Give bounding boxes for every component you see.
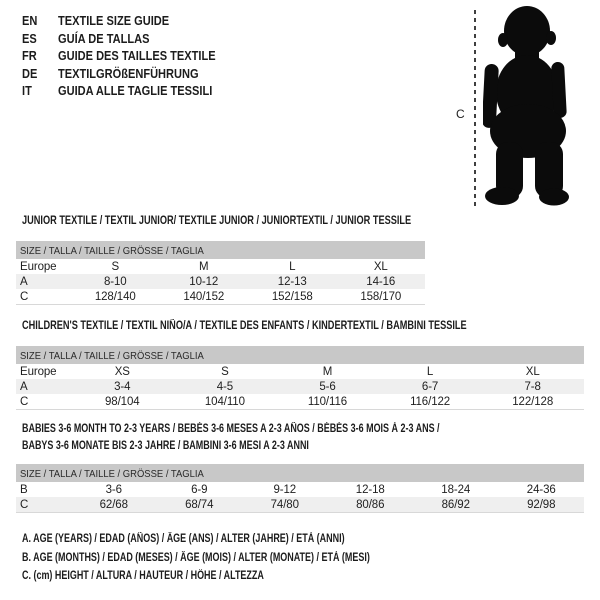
note-height-cm: C. (cm) HEIGHT / ALTURA / HAUTEUR / HÖHE / ALTEZZA [22,570,264,582]
note-age-months: B. AGE (MONTHS) / EDAD (MESES) / ÂGE (MOIS) / ALTER (MONATE) / ETÀ (MESI) [22,551,370,564]
cell: 140/152 [183,290,225,303]
cell: 110/116 [307,395,348,408]
table-row-height [16,497,584,513]
cell: 3-4 [114,380,131,393]
cell: 5-6 [319,380,336,393]
cell: 6-9 [191,483,208,496]
cell: 74/80 [270,498,299,511]
height-dashed-line [474,10,476,206]
cell: 86/92 [441,498,470,511]
children-size-table [16,346,584,410]
cell: 10-12 [189,275,219,288]
cell: 98/104 [105,395,140,408]
cell: 122/128 [512,395,554,408]
language-code: FR [22,48,37,64]
cell: 8-10 [103,275,127,288]
cell: 7-8 [524,380,541,393]
junior-size-table [16,241,425,305]
toddler-silhouette-icon [483,4,575,208]
table-row-europe [16,364,584,379]
cell: 62/68 [99,498,128,511]
language-code: EN [22,13,38,29]
cell: XL [525,365,540,378]
cell: 3-6 [105,483,122,496]
cell: M [199,260,209,273]
language-code: IT [22,83,32,99]
row-label: C [20,290,29,303]
table-row-age [16,274,425,289]
size-header-row [16,346,584,364]
language-title: TEXTILE SIZE GUIDE [58,13,170,29]
cell: L [289,260,296,273]
cell: 128/140 [94,290,136,303]
language-title: GUIDE DES TAILLES TEXTILE [58,48,216,64]
table-row-age [16,379,584,394]
cell: 14-16 [366,275,396,288]
language-title: TEXTILGRÖßENFÜHRUNG [58,65,199,81]
cell: 158/170 [360,290,402,303]
language-row-it [22,82,243,100]
cell: 9-12 [273,483,297,496]
size-header: SIZE / TALLA / TAILLE / GRÖSSE / TAGLIA [20,245,204,257]
language-row-en [22,12,243,30]
table-row-months [16,482,584,497]
cell: XL [373,260,388,273]
size-header-row [16,241,425,259]
cell: 152/158 [271,290,313,303]
cell: S [111,260,120,273]
cell: 12-13 [277,275,307,288]
babies-size-table [16,464,584,513]
row-label: A [20,275,28,288]
size-header-row [16,464,584,482]
cell: M [322,365,333,378]
cell: 12-18 [355,483,385,496]
cell: 4-5 [216,380,234,393]
language-row-es [22,30,243,48]
note-age-years: A. AGE (YEARS) / EDAD (AÑOS) / ÂGE (ANS) / ALTER (JAHRE) / ETÀ (ANNI) [22,533,345,545]
row-label: A [20,380,28,393]
height-measure-label: C [456,107,465,121]
language-title-list [22,12,243,100]
cell: XS [114,365,130,378]
cell: 104/110 [204,395,245,408]
language-code: ES [22,30,37,46]
cell: 18-24 [441,483,471,496]
size-header: SIZE / TALLA / TAILLE / GRÖSSE / TAGLIA [20,350,204,362]
language-row-fr [22,47,243,65]
size-header: SIZE / TALLA / TAILLE / GRÖSSE / TAGLIA [20,468,204,480]
cell: 68/74 [185,498,214,511]
cell: 24-36 [526,483,556,496]
table-row-height [16,289,425,305]
language-row-de [22,65,243,83]
language-title: GUÍA DE TALLAS [58,30,150,46]
cell: 80/86 [356,498,385,511]
cell: 116/122 [410,395,451,408]
row-label: C [20,395,29,408]
babies-table-title: BABIES 3-6 MONTH TO 2-3 YEARS / BEBÉS 3-6 MESES A 2-3 AÑOS / BÉBÉS 3-6 MOIS À 2-3 ANS / BABYS 3-6 MONATE BIS 2-3 JAHRE / BAMBINI 3-6 MESI A 2-3 ANNI [22,423,440,452]
cell: L [426,365,434,378]
children-table-title: CHILDREN'S TEXTILE / TEXTIL NIÑO/A / TEXTILE DES ENFANTS / KINDERTEXTIL / BAMBINI TESSILE [22,320,467,332]
row-label: Europe [20,365,57,378]
row-label: Europe [20,260,57,273]
language-code: DE [22,65,38,81]
junior-table-title: JUNIOR TEXTILE / TEXTIL JUNIOR/ TEXTILE JUNIOR / JUNIORTEXTIL / JUNIOR TESSILE [22,215,412,227]
cell: 92/98 [527,498,556,511]
row-label: C [20,498,29,511]
cell: S [221,365,229,378]
cell: 6-7 [421,380,439,393]
table-row-height [16,394,584,410]
table-row-europe [16,259,425,274]
language-title: GUIDA ALLE TAGLIE TESSILI [58,83,213,99]
row-label: B [20,483,28,496]
legend-notes [22,533,468,589]
